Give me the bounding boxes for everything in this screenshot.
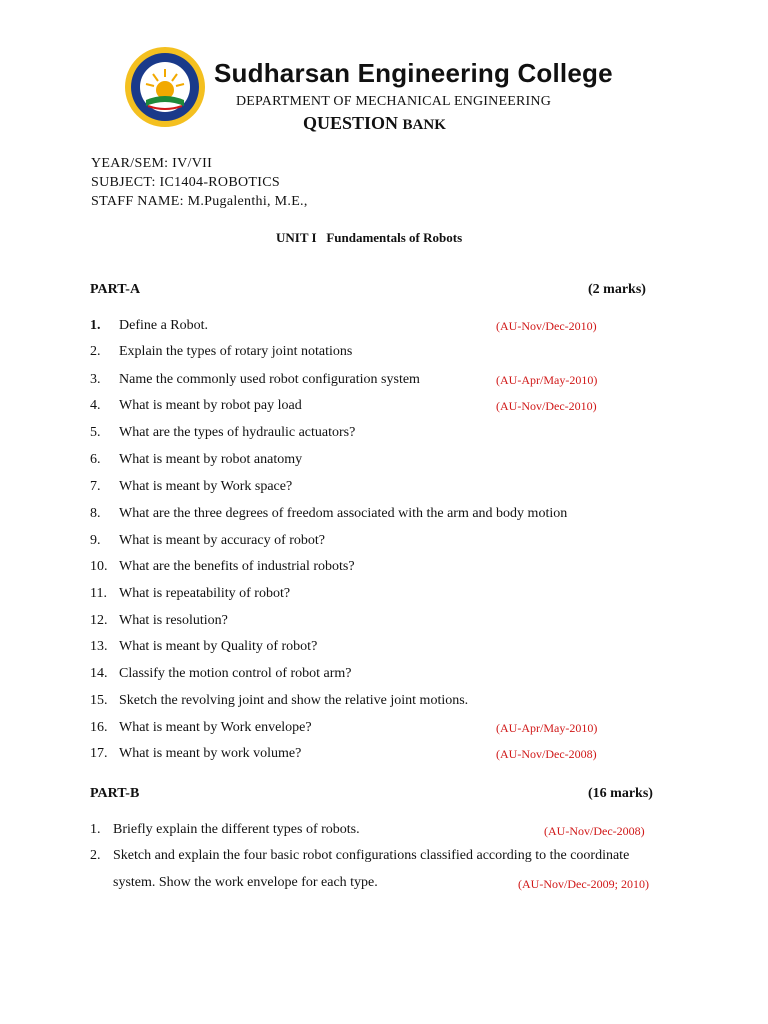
- list-item: [90, 423, 690, 443]
- question-number: 1.: [90, 822, 101, 837]
- year-sem: YEAR/SEM: IV/VII: [91, 156, 213, 171]
- question-text: What is meant by accuracy of robot?: [119, 533, 326, 548]
- question-reference: (AU-Nov/Dec-2010): [496, 319, 597, 333]
- question-text: Define a Robot.: [119, 318, 209, 333]
- question-number: 14.: [90, 666, 108, 681]
- part-b-label: PART-B: [90, 786, 140, 801]
- document-title: QUESTION BANK: [303, 113, 446, 133]
- list-item: [90, 342, 690, 362]
- list-item: [90, 504, 690, 524]
- question-text: What is resolution?: [119, 613, 228, 628]
- question-text-line-2: system. Show the work envelope for each type.: [113, 875, 378, 890]
- question-text: What is meant by work volume?: [119, 746, 302, 761]
- question-reference: (AU-Nov/Dec-2008): [496, 747, 597, 761]
- list-item: [90, 691, 690, 711]
- question-number: 2.: [90, 344, 101, 359]
- question-number: 10.: [90, 559, 108, 574]
- college-logo: [124, 46, 206, 128]
- question-text: Classify the motion control of robot arm?: [119, 666, 352, 681]
- part-a-label: PART-A: [90, 282, 141, 297]
- list-item: [90, 744, 690, 764]
- part-a-marks: (2 marks): [588, 282, 646, 297]
- question-number: 7.: [90, 479, 101, 494]
- question-reference: (AU-Nov/Dec-2010): [496, 399, 597, 413]
- question-number: 9.: [90, 533, 101, 548]
- question-number: 17.: [90, 746, 108, 761]
- list-item: [90, 611, 690, 631]
- department-name: DEPARTMENT OF MECHANICAL ENGINEERING: [236, 94, 552, 109]
- question-text: Briefly explain the different types of robots.: [113, 822, 360, 837]
- question-text: What is meant by Quality of robot?: [119, 639, 318, 654]
- list-item: [90, 531, 690, 551]
- question-number: 5.: [90, 425, 101, 440]
- question-number: 1.: [90, 318, 101, 333]
- subject: SUBJECT: IC1404-ROBOTICS: [91, 175, 280, 190]
- question-number: 16.: [90, 720, 108, 735]
- question-number: 2.: [90, 848, 101, 863]
- list-item: [90, 664, 690, 684]
- college-name: Sudharsan Engineering College: [214, 58, 613, 88]
- question-text: Sketch the revolving joint and show the relative joint motions.: [119, 693, 469, 708]
- question-number: 4.: [90, 398, 101, 413]
- question-text: What is repeatability of robot?: [119, 586, 291, 601]
- list-item: [90, 396, 690, 416]
- unit-title: UNIT I Fundamentals of Robots: [276, 230, 463, 245]
- question-text: What is meant by robot pay load: [119, 398, 302, 413]
- question-text: Name the commonly used robot configuration system: [119, 372, 420, 387]
- question-text: What is meant by robot anatomy: [119, 452, 303, 467]
- question-reference: (AU-Nov/Dec-2009; 2010): [518, 877, 649, 891]
- question-text: Explain the types of rotary joint notations: [119, 344, 353, 359]
- question-text: What is meant by Work space?: [119, 479, 293, 494]
- question-reference: (AU-Apr/May-2010): [496, 721, 598, 735]
- staff-name: STAFF NAME: M.Pugalenthi, M.E.,: [91, 194, 308, 209]
- list-item: [90, 718, 690, 738]
- question-text: What is meant by Work envelope?: [119, 720, 312, 735]
- question-number: 12.: [90, 613, 108, 628]
- question-reference: (AU-Apr/May-2010): [496, 373, 598, 387]
- question-text: What are the types of hydraulic actuators?: [119, 425, 356, 440]
- list-item: [90, 557, 690, 577]
- question-text: What are the benefits of industrial robots?: [119, 559, 355, 574]
- question-number: 8.: [90, 506, 101, 521]
- part-b-marks: (16 marks): [588, 786, 653, 801]
- question-number: 13.: [90, 639, 108, 654]
- question-text: What are the three degrees of freedom associated with the arm and body motion: [119, 506, 568, 521]
- list-item: [90, 450, 690, 470]
- list-item: [90, 637, 690, 657]
- list-item: [90, 584, 690, 604]
- question-number: 15.: [90, 693, 108, 708]
- list-item: [90, 477, 690, 497]
- question-reference: (AU-Nov/Dec-2008): [544, 824, 645, 838]
- list-item: [90, 370, 690, 390]
- question-number: 11.: [90, 586, 107, 601]
- list-item: [90, 316, 690, 336]
- question-text-line-1: Sketch and explain the four basic robot configurations classified according to the coordinate: [113, 848, 630, 863]
- question-number: 3.: [90, 372, 101, 387]
- question-number: 6.: [90, 452, 101, 467]
